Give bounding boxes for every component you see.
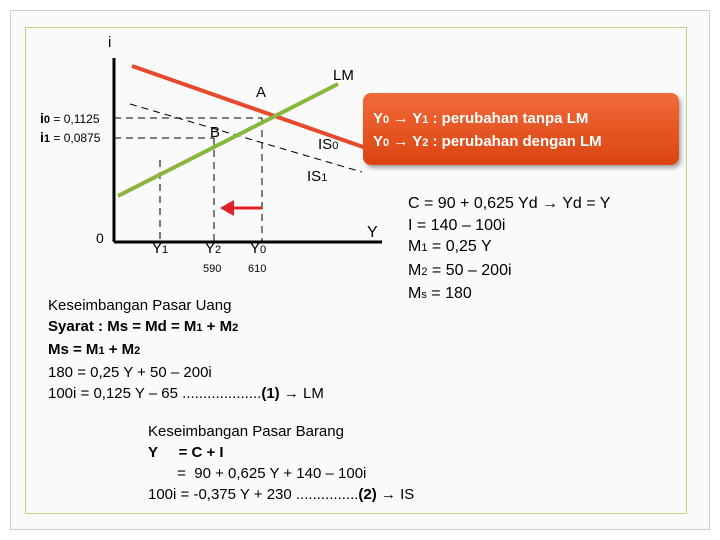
i1-label: i1 = 0,0875 bbox=[40, 129, 101, 145]
money-market-block bbox=[48, 295, 324, 404]
consumption-equation: C = 90 + 0,625 Yd → Yd = Y bbox=[408, 195, 611, 212]
money-market-line-1: Syarat : Ms = Md = M1 + M2 bbox=[48, 318, 239, 335]
arrow-right-icon: → bbox=[542, 195, 559, 212]
goods-market-line-2: = 90 + 0,625 Y + 140 – 100i bbox=[148, 465, 367, 482]
origin-label: 0 bbox=[96, 230, 104, 246]
arrow-right-icon: → bbox=[376, 486, 401, 503]
point-a-label: A bbox=[256, 84, 267, 101]
tick-y0-value: 610 bbox=[248, 263, 267, 275]
point-b-label: B bbox=[210, 124, 221, 141]
goods-market-line-3: 100i = -0,375 Y + 230 ...............(2) → IS bbox=[148, 486, 415, 503]
money-market-heading: Keseimbangan Pasar Uang bbox=[48, 297, 232, 314]
ms-equation: Ms = 180 bbox=[408, 285, 472, 302]
investment-equation: I = 140 – 100i bbox=[408, 216, 506, 234]
money-market-line-4: 100i = 0,125 Y – 65 ...................(1) → LM bbox=[48, 385, 324, 402]
is0-label: IS0 bbox=[318, 136, 339, 153]
arrow-right-icon: → bbox=[393, 133, 409, 150]
m1-equation: M1 = 0,25 Y bbox=[408, 238, 492, 255]
y-axis-label: Y bbox=[367, 224, 378, 241]
tick-y2: Y2 bbox=[205, 240, 222, 257]
callout-line-2: Y0 → Y2 : perubahan dengan LM bbox=[373, 133, 602, 150]
arrow-right-icon: → bbox=[393, 110, 409, 127]
tick-y2-value: 590 bbox=[203, 263, 222, 275]
model-equations bbox=[408, 193, 610, 307]
goods-market-heading: Keseimbangan Pasar Barang bbox=[148, 423, 344, 440]
lm-label: LM bbox=[333, 67, 354, 84]
i-axis-label: i bbox=[108, 34, 112, 51]
money-market-line-3: 180 = 0,25 Y + 50 – 200i bbox=[48, 364, 212, 381]
arrow-right-icon: → bbox=[279, 385, 304, 402]
is1-label: IS1 bbox=[307, 168, 328, 185]
shift-explanation-callout bbox=[363, 93, 679, 165]
tick-y0: Y0 bbox=[250, 240, 267, 257]
i0-label: i0 = 0,1125 bbox=[40, 110, 100, 126]
money-market-line-2: Ms = M1 + M2 bbox=[48, 341, 141, 358]
goods-market-block bbox=[148, 421, 414, 505]
callout-line-1: Y0 → Y1 : perubahan tanpa LM bbox=[373, 110, 589, 127]
shift-arrow-head bbox=[220, 200, 234, 216]
m2-equation: M2 = 50 – 200i bbox=[408, 261, 512, 279]
tick-y1: Y1 bbox=[152, 240, 169, 257]
goods-market-line-1: Y = C + I bbox=[148, 444, 224, 461]
